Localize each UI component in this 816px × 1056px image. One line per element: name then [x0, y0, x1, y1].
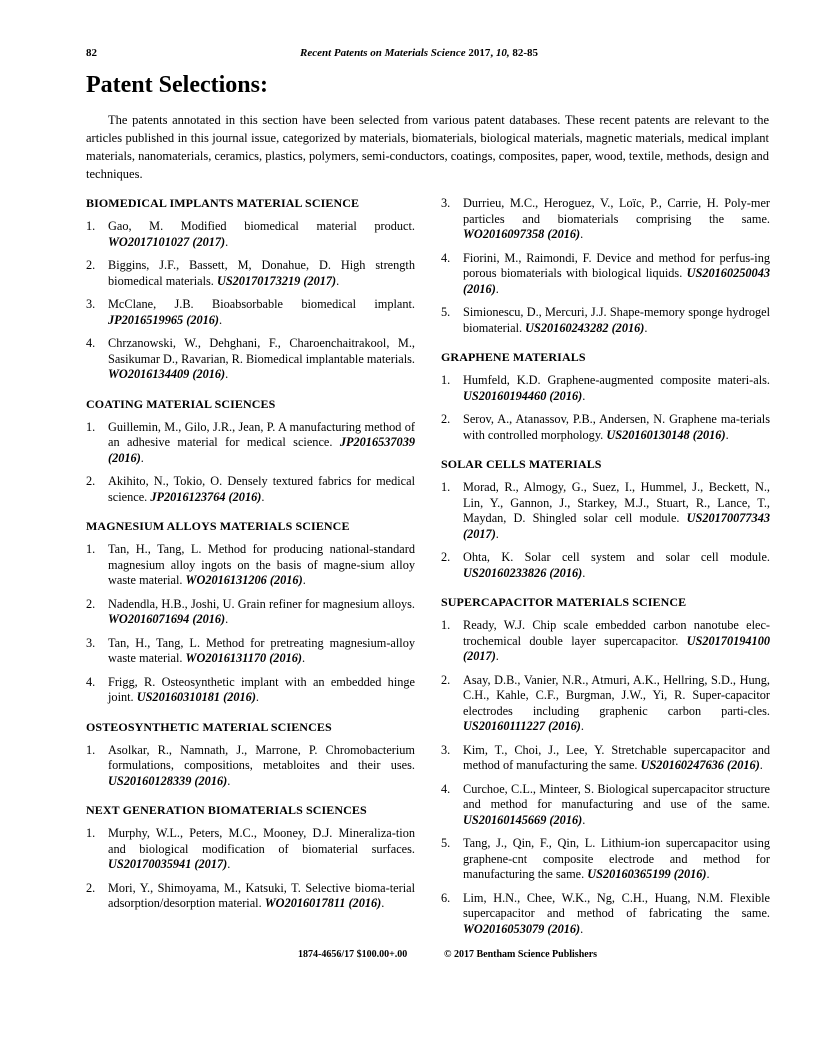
entry-end: .	[219, 312, 223, 327]
patent-number: US20160111227 (2016)	[463, 719, 581, 733]
entry-number: 2.	[86, 258, 96, 272]
patent-entry	[441, 480, 770, 542]
patent-entry	[441, 196, 770, 243]
entry-end: .	[255, 690, 259, 704]
patent-entry	[86, 636, 415, 667]
patent-number: US20160130148 (2016)	[606, 427, 726, 442]
entry-number: 4.	[86, 336, 96, 350]
patent-number: WO2016131206 (2016)	[185, 573, 303, 587]
entry-citation: Fiorini, M., Raimondi, F. Device and method for perfus-ing porous biomaterials with biological liquids.	[463, 250, 770, 280]
patent-list	[441, 196, 770, 336]
entry-citation: Durrieu, M.C., Heroguez, V., Loïc, P., Carrie, H. Poly-mer particles and biomaterials comprising the same.	[463, 196, 770, 226]
section-biomedical-implants-material-science	[86, 196, 415, 383]
section-heading: MAGNESIUM ALLOYS MATERIALS SCIENCE	[86, 519, 350, 533]
entry-end: .	[759, 758, 763, 772]
entry-citation: Morad, R., Almogy, G., Suez, I., Hummel, J., Beckett, N., Lin, Y., Gannon, J., Starkey, M.J., Stuart, R., Lance, T., Maydan, D. Shingled solar cell module.	[463, 480, 770, 525]
entry-end: .	[227, 857, 231, 871]
section-magnesium-alloys-materials-science	[86, 519, 415, 706]
entry-citation: Tang, J., Qin, F., Qin, L. Lithium-ion supercapacitor using graphene-cnt composite electrode and method for manufacturing the same.	[463, 836, 770, 881]
entry-end: .	[495, 281, 499, 296]
entry-citation: Asolkar, R., Namnath, J., Marrone, P. Chromobacterium formulations, compositions, metabloites and their uses.	[108, 742, 415, 772]
entry-end: .	[227, 773, 231, 788]
entry-number: 1.	[441, 373, 451, 387]
patent-entry	[86, 219, 415, 250]
entry-citation: Biggins, J.F., Bassett, M, Donahue, D. High strength biomedical materials.	[108, 258, 415, 288]
entry-number: 3.	[441, 196, 451, 210]
patent-number: WO2016053079 (2016)	[463, 921, 581, 936]
patent-list	[86, 420, 415, 506]
entry-end: .	[302, 651, 306, 665]
patent-entry	[86, 826, 415, 873]
entry-end: .	[582, 388, 586, 403]
section-coating-material-sciences	[86, 397, 415, 506]
entry-citation: Gao, M. Modified biomedical material product.	[108, 219, 415, 233]
patent-number: WO2016134409 (2016)	[108, 367, 226, 381]
patent-number: US20160365199 (2016)	[587, 867, 707, 881]
patent-number: WO2017101027 (2017)	[108, 234, 226, 249]
patent-entry	[86, 597, 415, 628]
patent-entry	[441, 412, 770, 443]
section-heading: BIOMEDICAL IMPLANTS MATERIAL SCIENCE	[86, 196, 360, 210]
patent-number: WO2016097358 (2016)	[463, 227, 581, 241]
entry-end: .	[580, 227, 584, 241]
entry-number: 4.	[441, 781, 451, 796]
section-heading: OSTEOSYNTHETIC MATERIAL SCIENCES	[86, 719, 332, 734]
entry-end: .	[580, 719, 584, 733]
patent-list	[86, 826, 415, 912]
entry-number: 1.	[86, 826, 96, 840]
entry-end: .	[302, 573, 306, 587]
section-solar-cells-materials	[441, 457, 770, 581]
section-heading: SOLAR CELLS MATERIALS	[441, 457, 602, 471]
footer-issn: 1874-4656/17 $100.00+.00	[298, 949, 408, 960]
section-heading: NEXT GENERATION BIOMATERIALS SCIENCES	[86, 803, 367, 817]
entry-number: 2.	[86, 880, 96, 895]
patent-number: WO2016071694 (2016)	[108, 612, 226, 626]
entry-end: .	[225, 612, 229, 626]
journal-name: Recent Patents on Materials Science	[300, 47, 466, 59]
section-heading: COATING MATERIAL SCIENCES	[86, 396, 276, 411]
patent-number: US20170077343 (2017)	[463, 511, 770, 541]
patent-number: US20160243282 (2016)	[525, 320, 645, 335]
journal-pages: 82-85	[512, 47, 539, 59]
entry-number: 1.	[86, 219, 96, 233]
entry-end: .	[582, 812, 586, 827]
patent-number: US20160194460 (2016)	[463, 388, 583, 403]
entry-end: .	[725, 427, 729, 442]
entry-number: 1.	[441, 480, 451, 494]
entry-number: 2.	[441, 412, 451, 426]
section-next-generation-biomaterials-sciences	[86, 803, 415, 912]
section-heading: SUPERCAPACITOR MATERIALS SCIENCE	[441, 595, 687, 609]
patent-entry	[441, 305, 770, 336]
entry-citation: Simionescu, D., Mercuri, J.J. Shape-memory sponge hydrogel biomaterial.	[463, 305, 770, 335]
section-continued	[441, 196, 770, 336]
entry-citation: Kim, T., Choi, J., Lee, Y. Stretchable supercapacitor and method of manufacturing the same.	[463, 742, 770, 772]
entry-citation: Ohta, K. Solar cell system and solar cell module.	[463, 550, 770, 564]
entry-citation: Tan, H., Tang, L. Method for producing national-standard magnesium alloy ingots on the basis of magne-sium alloy waste material.	[108, 542, 415, 587]
page-title: Patent Selections:	[86, 72, 268, 98]
entry-end: .	[225, 367, 229, 381]
entry-number: 2.	[86, 596, 96, 611]
entry-end: .	[381, 896, 385, 910]
patent-list	[441, 373, 770, 443]
entry-end: .	[580, 921, 584, 936]
patent-number: WO2016017811 (2016)	[264, 896, 382, 910]
entry-citation: Nadendla, H.B., Joshi, U. Grain refiner for magnesium alloys.	[108, 596, 415, 611]
intro-paragraph: The patents annotated in this section have been selected from various patent databases. These recent patents are relevant to the articles published in this journal issue, categorized by materials, biomaterials, biological materials, magnetic materials, medical implant materials, nanomaterials, ceramics, plastics, polymers, semi-conductors, coatings, composites, paper, wood, textile, methods, design and techniques.	[86, 113, 769, 181]
patent-entry	[441, 673, 770, 735]
patent-list	[86, 219, 415, 383]
patent-entry	[441, 550, 770, 581]
entry-citation: Lim, H.N., Chee, W.K., Ng, C.H., Huang, N.M. Flexible supercapacitor and method of fabricating the same.	[463, 890, 770, 920]
entry-number: 1.	[86, 742, 96, 757]
entry-citation: Chrzanowski, W., Dehghani, F., Charoenchaitrakool, M., Sasikumar D., Ravarian, R. Biomedical implantable materials.	[108, 336, 416, 366]
entry-end: .	[644, 320, 648, 335]
patent-entry	[86, 743, 415, 790]
patent-list	[441, 480, 770, 581]
entry-citation: Serov, A., Atanassov, P.B., Andersen, N. Graphene ma-terials with controlled morphology.	[463, 412, 770, 442]
entry-number: 2.	[86, 474, 96, 488]
entry-number: 5.	[441, 305, 451, 319]
section-supercapacitor-materials-science	[441, 595, 770, 937]
footer-copyright: © 2017 Bentham Science Publishers	[444, 949, 598, 960]
entry-number: 2.	[441, 672, 451, 687]
patent-number: US20160310181 (2016)	[136, 690, 256, 704]
patent-entry	[441, 891, 770, 938]
journal-year: 2017,	[468, 47, 494, 59]
entry-citation: Humfeld, K.D. Graphene-augmented composite materi-als.	[463, 373, 770, 387]
entry-citation: Guillemin, M., Gilo, J.R., Jean, P. A manufacturing method of an adhesive material for medical science.	[108, 419, 415, 449]
patent-entry	[441, 373, 770, 404]
entry-number: 3.	[441, 742, 451, 757]
patent-entry	[441, 836, 770, 883]
section-graphene-materials	[441, 350, 770, 443]
entry-number: 2.	[441, 550, 451, 564]
entry-end: .	[225, 234, 229, 249]
entry-number: 6.	[441, 890, 451, 905]
entry-number: 1.	[86, 419, 96, 434]
patent-number: WO2016131170 (2016)	[185, 651, 302, 665]
section-heading: GRAPHENE MATERIALS	[441, 350, 586, 364]
entry-number: 3.	[86, 297, 96, 311]
entry-citation: Asay, D.B., Vanier, N.R., Atmuri, A.K., Hellring, S.D., Hung, C.H., Kahle, C.F., Burgman, J.W., Yi, R. Super-capacitor electrodes including graphenic carbon parti-cles.	[463, 672, 770, 718]
patent-entry	[86, 297, 415, 328]
entry-citation: Akihito, N., Tokio, O. Densely textured fabrics for medical science.	[108, 474, 415, 504]
entry-citation: Murphy, W.L., Peters, M.C., Mooney, D.J. Mineraliza-tion and biological modification of biomaterial surfaces.	[108, 826, 415, 856]
left-column	[86, 196, 415, 926]
patent-list	[86, 542, 415, 706]
patent-number: US20170173219 (2017)	[216, 273, 337, 288]
patent-number: US20160233826 (2016)	[463, 565, 583, 580]
entry-number: 1.	[86, 542, 96, 556]
right-column	[441, 196, 770, 951]
patent-entry	[86, 420, 415, 467]
patent-number: US20160128339 (2016)	[108, 773, 228, 788]
patent-entry	[86, 675, 415, 706]
entry-number: 4.	[86, 674, 96, 689]
entry-citation: Curchoe, C.L., Minteer, S. Biological supercapacitor structure and method for manufacturing and use of the same.	[463, 781, 770, 811]
patent-entry	[441, 618, 770, 665]
patent-list	[441, 618, 770, 937]
entry-citation: Mori, Y., Shimoyama, M., Katsuki, T. Selective bioma-terial adsorption/desorption material.	[108, 880, 415, 910]
patent-entry	[86, 258, 415, 289]
patent-entry	[441, 743, 770, 774]
entry-number: 3.	[86, 635, 96, 650]
patent-number: US20160145669 (2016)	[463, 812, 583, 827]
patent-entry	[86, 881, 415, 912]
entry-end: .	[261, 489, 265, 504]
journal-header	[300, 47, 538, 59]
entry-end: .	[706, 867, 710, 881]
entry-citation: Ready, W.J. Chip scale embedded carbon nanotube elec-trochemical double layer supercapacitor.	[463, 618, 770, 648]
patent-entry	[86, 336, 415, 383]
section-osteosynthetic-material-sciences	[86, 720, 415, 790]
patent-entry	[86, 474, 415, 505]
entry-citation: Frigg, R. Osteosynthetic implant with an embedded hinge joint.	[108, 674, 415, 704]
entry-citation: Tan, H., Tang, L. Method for pretreating magnesium-alloy waste material.	[108, 635, 415, 665]
page-number: 82	[86, 47, 97, 59]
entry-end: .	[495, 649, 499, 663]
entry-citation: McClane, J.B. Bioabsorbable biomedical implant.	[108, 297, 415, 311]
patent-number: US20160250043 (2016)	[463, 266, 770, 296]
patent-list	[86, 743, 415, 790]
entry-number: 5.	[441, 836, 451, 850]
patent-number: JP2016519965 (2016)	[108, 312, 220, 327]
entry-end: .	[140, 450, 144, 465]
entry-end: .	[495, 526, 499, 541]
patent-number: US20160247636 (2016)	[640, 758, 760, 772]
patent-number: US20170035941 (2017)	[108, 857, 228, 871]
patent-entry	[441, 251, 770, 298]
entry-end: .	[582, 565, 586, 580]
patent-entry	[441, 782, 770, 829]
patent-number: JP2016123764 (2016)	[150, 489, 262, 504]
patent-entry	[86, 542, 415, 589]
patent-number: US20170194100 (2017)	[463, 633, 770, 663]
entry-number: 4.	[441, 250, 451, 265]
journal-volume: 10,	[495, 47, 510, 59]
patent-number: JP2016537039 (2016)	[108, 435, 415, 465]
entry-end: .	[336, 273, 340, 288]
entry-number: 1.	[441, 618, 451, 632]
